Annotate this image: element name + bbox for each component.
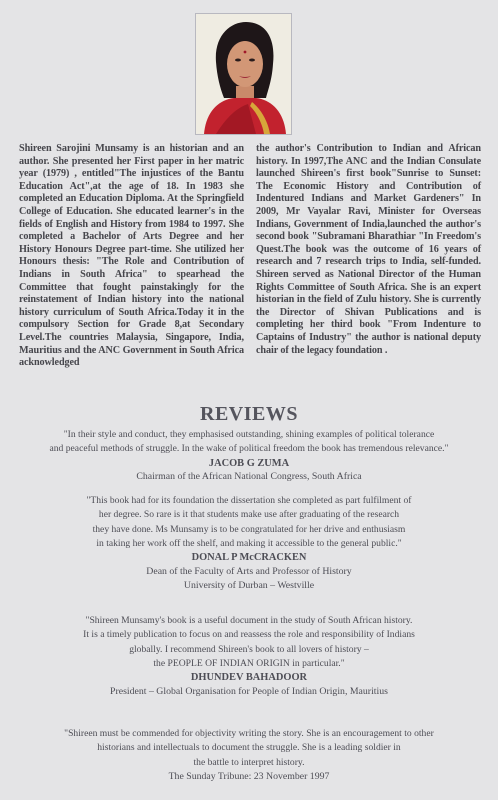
- biography-right-column: the author's Contribution to Indian and African history. In 1997,The ANC and the Indian Consulate launched Shireen's first book"Sunrise to Sunset: The Economic History and Contribution of Indentured Indians and Market Gardeners" In 2009, Mr Vayalar Ravi, Minister for Overseas Indians, Government of India,launched the author's second book "Subramani Bharathiar "In Freedom's Quest.The book was the outcome of 16 years of research and 7 research trips to India, self-funded. Shireen served as National Director of the Human Rights Committee of South Africa. She is an expert historian in the field of Zulu history. She is currently the Director of Shivan Publications and is completing her third book "From Indenture to Captains of Industry" the author is national deputy chair of the legacy foundation .: [256, 143, 481, 356]
- review-role: President – Global Organisation for People of Indian Origin, Mauritius: [110, 685, 388, 697]
- review-role: University of Durban – Westville: [183, 579, 315, 591]
- author-portrait-image: [196, 14, 291, 134]
- author-photo: [195, 13, 292, 135]
- reviews-heading: REVIEWS: [200, 403, 298, 425]
- biography-left-column: Shireen Sarojini Munsamy is an historian and an author. She presented her First paper in her matric year (1979) , entitled"The injustices of the Bantu Education Act",at the age of 18. In 1983 she completed an Education Diploma. At the Springfield College of Education. She educated learner's in the fields of English and History from 1984 to 1997. She completed a Bachelor of Arts Degree and her History Honours Degree part-time. She utilized her Honours thesis: "The Role and Contribution of Indians in South Africa" to spearhead the Committee that fought painstakingly for the reinstatement of Indian history into the national history curriculum of South Africa.Today it in the compulsory Section for Grade 8,at Secondary Level.The countries Malaysia, Singapore, India, Mauritius and the ANC Government in South Africa acknowledged: [19, 143, 244, 369]
- review-quote: "Shireen must be commended for objectivity writing the story. She is an encouragement to other historians and intellectuals to document the struggle. She is a leading soldier in the battle to interpret history.: [64, 728, 434, 768]
- review-quote: "Shireen Munsamy's book is a useful document in the study of South African history. It is a timely publication to focus on and reassess the role and responsibility of Indians globally. I recommend Shireen's book to all lovers of history – the PEOPLE OF INDIAN ORIGIN in particular.": [83, 615, 415, 669]
- author-biography: [19, 143, 481, 370]
- review-bahadoor: [26, 614, 472, 699]
- review-quote: "This book had for its foundation the dissertation she completed as part fulfilment of her degree. So rare is it that students make use after graduating of the research they have done. Ms Munsamy is to be congratulated for her drive and enthusiasm in taking her work off the shelf, and making it accessible to the general public.": [86, 495, 412, 549]
- review-zuma: [26, 428, 472, 484]
- review-sunday-tribune: [26, 727, 472, 784]
- review-source: The Sunday Tribune: 23 November 1997: [168, 770, 330, 782]
- review-role: Dean of the Faculty of Arts and Professor of History: [146, 565, 352, 577]
- review-author: DHUNDEV BAHADOOR: [190, 672, 308, 684]
- review-author: DONAL P McCRACKEN: [191, 552, 307, 564]
- review-author: JACOB G ZUMA: [208, 457, 290, 469]
- review-mccracken: [26, 494, 472, 593]
- review-quote: "In their style and conduct, they emphasised outstanding, shining examples of political tolerance and peaceful methods of struggle. In the wake of political freedom the book has tremendous relevance.": [49, 429, 449, 455]
- review-role: Chairman of the African National Congress, South Africa: [136, 471, 362, 483]
